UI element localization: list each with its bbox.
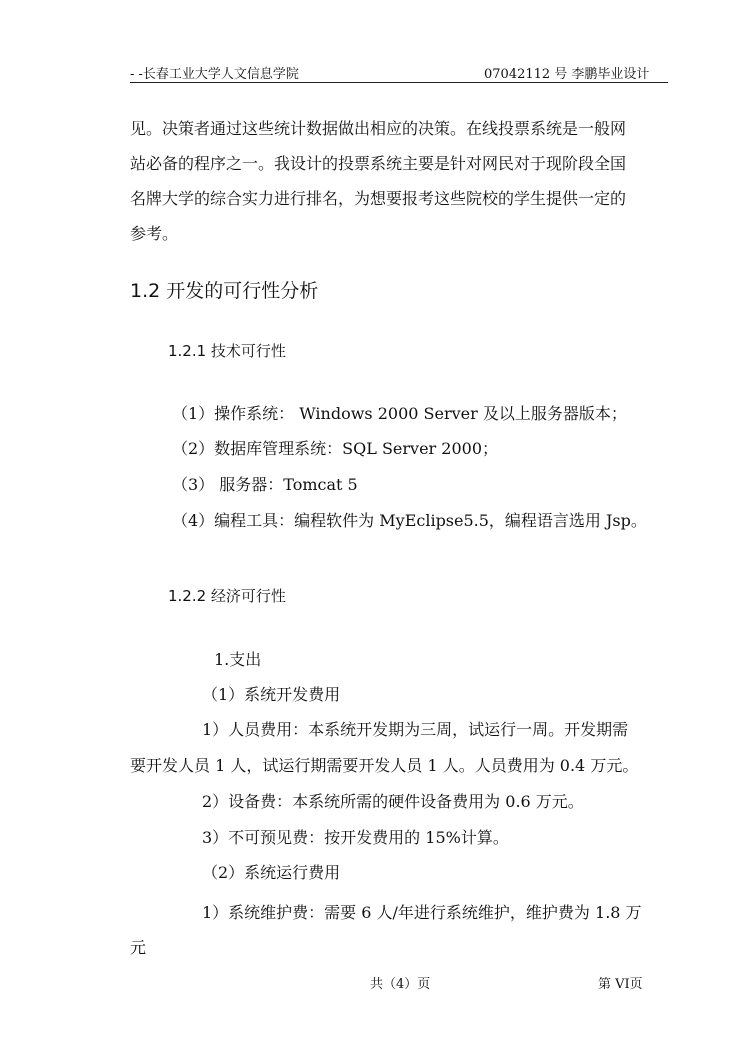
subsection-econ-heading: 1.2.2 经济可行性 bbox=[168, 587, 286, 605]
header-author: 07042112 号 李鹏毕业设计 bbox=[484, 67, 650, 82]
tech-item-server: （3） 服务器：Tomcat 5 bbox=[172, 475, 358, 494]
header-rule bbox=[130, 82, 668, 83]
intro-line-4: 参考。 bbox=[130, 224, 179, 243]
econ-unforeseen: 3）不可预见费：按开发费用的 15%计算。 bbox=[202, 828, 509, 847]
tech-item-os: （1）操作系统： Windows 2000 Server 及以上服务器版本； bbox=[172, 404, 627, 423]
footer-total-pages: 共（4）页 bbox=[370, 977, 431, 992]
econ-maint-line-2: 元 bbox=[130, 938, 147, 957]
econ-maint-line-1: 1）系统维护费：需要 6 人/年进行系统维护，维护费为 1.8 万 bbox=[202, 903, 642, 922]
econ-dev-cost-line-2: 要开发人员 1 人，试运行期需要开发人员 1 人。人员费用为 0.4 万元。 bbox=[130, 756, 639, 775]
footer-page-number: 第 VI页 bbox=[598, 977, 643, 992]
intro-line-2: 站必备的程序之一。我设计的投票系统主要是针对网民对于现阶段全国 bbox=[130, 154, 627, 173]
econ-dev-cost-title: （1）系统开发费用 bbox=[202, 685, 341, 704]
econ-run-cost-title: （2）系统运行费用 bbox=[202, 863, 341, 882]
subsection-tech-heading: 1.2.1 技术可行性 bbox=[168, 342, 286, 360]
header-institution: - -长春工业大学人文信息学院 bbox=[130, 67, 299, 82]
econ-equipment: 2）设备费：本系统所需的硬件设备费用为 0.6 万元。 bbox=[202, 792, 584, 811]
econ-expense: 1.支出 bbox=[214, 650, 262, 669]
intro-line-3: 名牌大学的综合实力进行排名，为想要报考这些院校的学生提供一定的 bbox=[130, 189, 627, 208]
econ-dev-cost-line-1: 1）人员费用：本系统开发期为三周，试运行一周。开发期需 bbox=[202, 720, 629, 739]
tech-item-db: （2）数据库管理系统：SQL Server 2000； bbox=[172, 439, 499, 458]
intro-line-1: 见。决策者通过这些统计数据做出相应的决策。在线投票系统是一般网 bbox=[130, 119, 627, 138]
section-heading: 1.2 开发的可行性分析 bbox=[130, 280, 319, 302]
tech-item-tools: （4）编程工具：编程软件为 MyEclipse5.5，编程语言选用 Jsp。 bbox=[172, 511, 647, 530]
